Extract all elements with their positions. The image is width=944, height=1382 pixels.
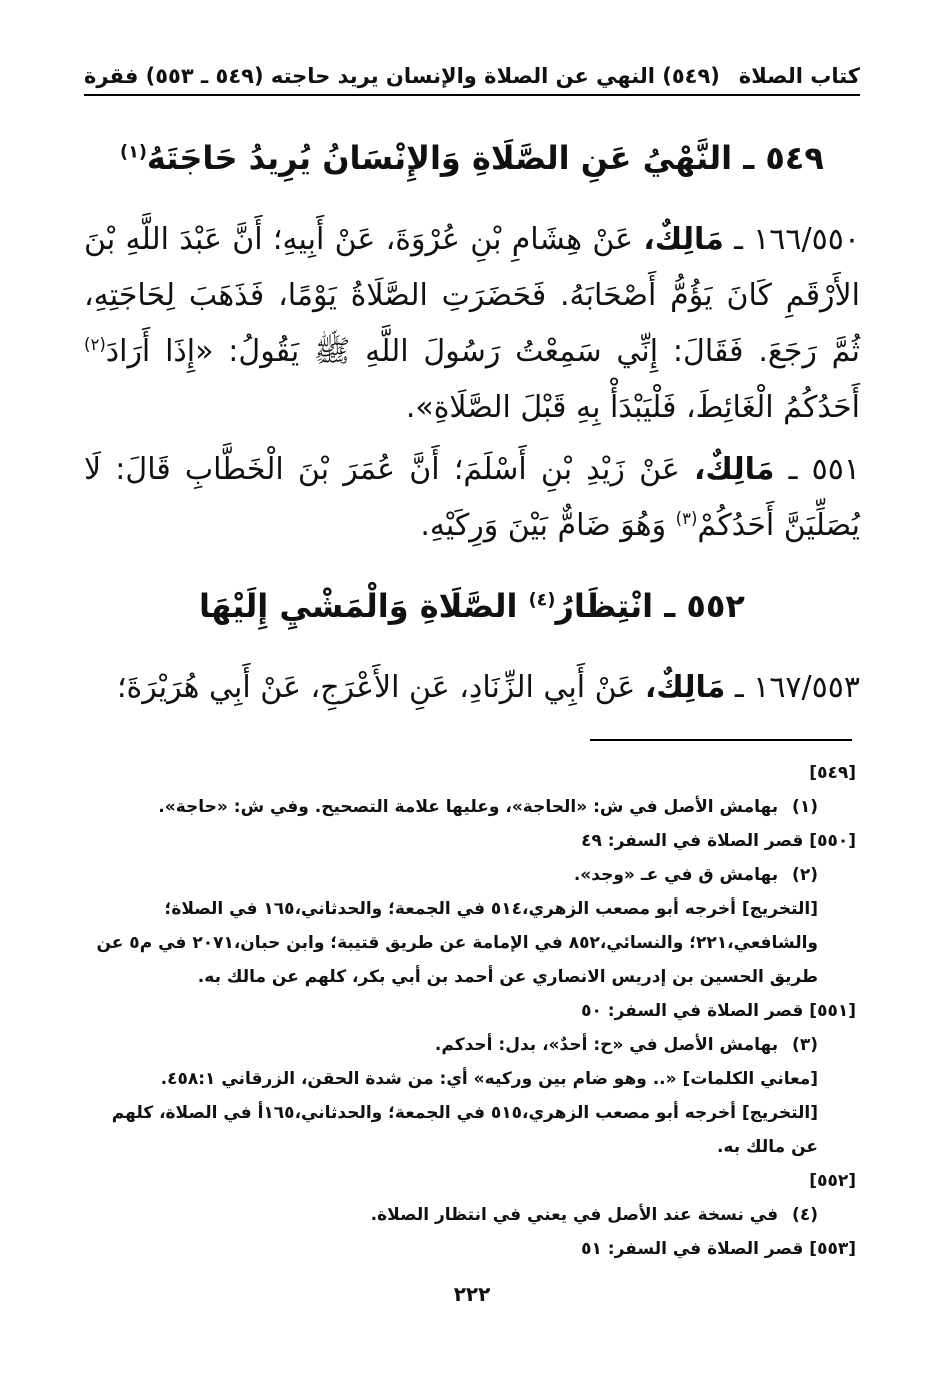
footnote-key: [التخريج] (741, 1103, 818, 1123)
footnote-text: أخرجه أبو مصعب الزهري،٥١٤ في الجمعة؛ والحدثاني،١٦٥ في الصلاة؛ والشافعي،٢٢١؛ والنسائي،٨٥٢ في الإمامة عن طريق قتيبة؛ وابن حبان،٢٠٧١ في م٥ عن طريق الحسين بن إدريس الانصاري عن أحمد بن أبي بكر، كلهم عن مالك به. (96, 899, 818, 987)
footnote-entry (84, 1028, 856, 1062)
section-heading-552 (84, 584, 860, 628)
footnote-takhrij (84, 1096, 856, 1164)
footnote-number: (١) (792, 797, 818, 817)
hadith-text-continued: وَهُوَ ضَامٌّ بَيْنَ وَرِكَيْهِ. (420, 508, 667, 543)
header-book-title: كتاب الصلاة (738, 64, 860, 88)
section-title-text: ٥٤٩ ـ النَّهْيُ عَنِ الصَّلَاةِ وَالإِنْسَانُ يُرِيدُ حَاجَتَهُ (146, 139, 824, 177)
footnote-text: بهامش الأصل في ش: «الحاجة»، وعليها علامة التصحيح. وفي ش: «حاجة». (158, 797, 779, 817)
footnotes-block (84, 756, 856, 1266)
hadith-number: ٥٥١ ـ (788, 452, 860, 487)
hadith-text: عَنْ زَيْدِ بْنِ أَسْلَمَ؛ أَنَّ عُمَرَ بْنَ الْخَطَّابِ قَالَ: لَا يُصَلِّيَنَّ أَحَدُكُمْ (84, 452, 860, 543)
footnote-takhrij (84, 892, 856, 994)
running-header (84, 58, 860, 96)
section-title-text: ٥٥٢ ـ انْتِظَارُ (555, 587, 745, 625)
footnote-entry (84, 858, 856, 892)
hadith-number: ١٦٧/٥٥٣ ـ (734, 670, 860, 705)
footnote-text: في نسخة عند الأصل في يعني في انتظار الصلاة. (370, 1205, 779, 1225)
footnote-divider (590, 739, 852, 741)
footnote-number: (٢) (792, 865, 818, 885)
section-title-text-continued: الصَّلَاةِ وَالْمَشْيِ إِلَيْهَا (199, 587, 518, 625)
footnote-text: بهامش ق في عـ «وجد». (573, 865, 779, 885)
hadith-text: عَنْ هِشَامِ بْنِ عُرْوَةَ، عَنْ أَبِيهِ؛ أَنَّ عَبْدَ اللَّهِ بْنَ الأَرْقَمِ كَانَ يَؤُمُّ أَصْحَابَهُ. فَحَضَرَتِ الصَّلَاةُ يَوْمًا، فَذَهَبَ لِحَاجَتِهِ، ثُمَّ رَجَعَ. فَقَالَ: إِنِّي سَمِعْتُ رَسُولَ اللَّهِ ﷺ يَقُولُ: «إِذَا أَرَادَ (84, 222, 860, 369)
footnote-text: بهامش الأصل في «ح: أحدٌ»، بدل: أحدكم. (434, 1035, 779, 1055)
footnote-marker: (٢) (84, 335, 106, 354)
footnote-marker: (١) (120, 142, 147, 163)
narrator-name: مَالِكٌ، (644, 670, 726, 705)
footnote-number: (٣) (792, 1035, 818, 1055)
page-number: ٢٢٢ (453, 1282, 491, 1306)
footnote-word-meanings (84, 1062, 856, 1096)
footnote-reference: [٥٥٢] (809, 1171, 856, 1191)
footnote-text: أخرجه أبو مصعب الزهري،٥١٥ في الجمعة؛ والحدثاني،١٦٥أ في الصلاة، كلهم عن مالك به. (111, 1103, 818, 1157)
narrator-name: مَالِكٌ، (643, 222, 724, 257)
footnote-key: [معاني الكلمات] (682, 1069, 818, 1089)
section-heading-549 (84, 136, 860, 180)
hadith-paragraph-553 (84, 660, 860, 716)
footnote-reference: [٥٥٠] قصر الصلاة في السفر: ٤٩ (581, 831, 856, 851)
hadith-paragraph-550 (84, 212, 860, 436)
narrator-name: مَالِكٌ، (694, 452, 775, 487)
footnote-entry (84, 790, 856, 824)
hadith-number: ١٦٦/٥٥٠ ـ (734, 222, 860, 257)
footnote-text: «.. وهو ضام بين وركيه» أي: من شدة الحقن، الزرقاني ٤٥٨:١. (160, 1069, 677, 1089)
hadith-text-continued: أَحَدُكُمُ الْغَائِطَ، فَلْيَبْدَأْ بِهِ قَبْلَ الصَّلَاةِ». (405, 390, 860, 425)
footnote-key: [التخريج] (741, 899, 818, 919)
footnote-reference: [٥٤٩] (809, 763, 856, 783)
footnote-entry (84, 1198, 856, 1232)
footnote-reference: [٥٥١] قصر الصلاة في السفر: ٥٠ (581, 1001, 856, 1021)
footnote-number: (٤) (792, 1205, 818, 1225)
header-topic: (٥٤٩) النهي عن الصلاة والإنسان يريد حاجته (٥٤٩ ـ ٥٥٣) فقرة (84, 64, 720, 88)
footnote-marker: (٤) (528, 590, 556, 611)
footnote-marker: (٣) (675, 509, 698, 528)
hadith-paragraph-551 (84, 442, 860, 554)
hadith-text: عَنْ أَبِي الزِّنَادِ، عَنِ الأَعْرَجِ، عَنْ أَبِي هُرَيْرَةَ؛ (116, 670, 636, 705)
footnote-reference: [٥٥٣] قصر الصلاة في السفر: ٥١ (581, 1239, 856, 1259)
